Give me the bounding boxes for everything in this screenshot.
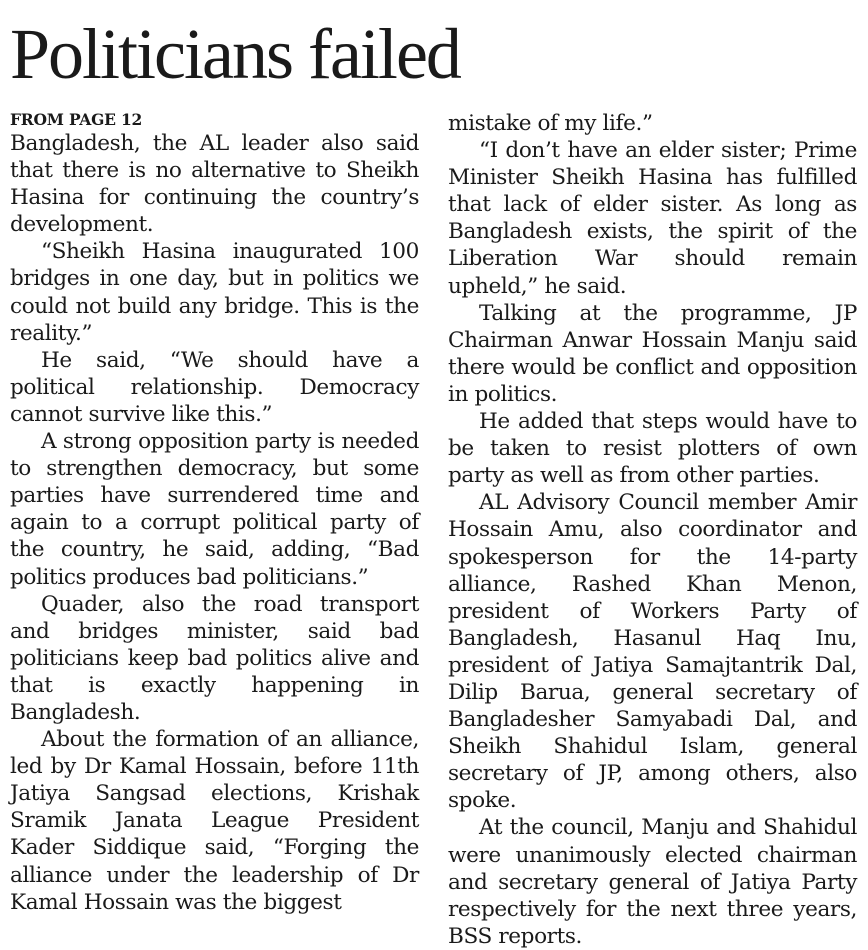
paragraph: mistake of my life.” xyxy=(448,111,653,136)
paragraph: Bangladesh, the AL leader also said that there is no alternative to Sheikh Hasina for continuing the country’s development. xyxy=(10,131,419,238)
headline: Politicians failed xyxy=(10,14,460,94)
paragraph: Quader, also the road transport and bridges minister, said bad politicians keep bad politics alive and that is exactly happening in Bangladesh. xyxy=(10,591,419,725)
article-column-right xyxy=(448,110,857,950)
paragraph: He said, “We should have a political relationship. Democracy cannot survive like this.” xyxy=(10,347,419,427)
paragraph: Talking at the programme, JP Chairman Anwar Hossain Manju said there would be conflict and opposition in politics. xyxy=(448,300,857,407)
paragraph: He added that steps would have to be taken to resist plotters of own party as well as from other parties. xyxy=(448,409,857,489)
paragraph: A strong opposition party is needed to strengthen democracy, but some parties have surrendered time and again to a corrupt political party of the country, he said, adding, “Bad politics produces bad politicians.” xyxy=(10,429,419,590)
paragraph: “I don’t have an elder sister; Prime Minister Sheikh Hasina has fulfilled that lack of elder sister. As long as Bangladesh exists, the spirit of the Liberation War should remain upheld,” he said. xyxy=(448,138,857,299)
paragraph: “Sheikh Hasina inaugurated 100 bridges in one day, but in politics we could not build any bridge. This is the reality.” xyxy=(10,239,419,346)
paragraph: At the council, Manju and Shahidul were unanimously elected chairman and secretary general of Jatiya Party respectively for the next three years, BSS reports. xyxy=(448,815,857,949)
continuation-kicker: FROM PAGE 12 xyxy=(10,110,143,129)
paragraph: AL Advisory Council member Amir Hossain Amu, also coordinator and spokesperson for the 14-party alliance, Rashed Khan Menon, president of Workers Party of Bangladesh, Hasanul Haq Inu, president of Jatiya Samajtantrik Dal, Dilip Barua, general secretary of Bangladesher Samyabadi Dal, and Sheikh Shahidul Islam, general secretary of JP, among others, also spoke. xyxy=(448,490,857,814)
paragraph: About the formation of an alliance, led by Dr Kamal Hossain, before 11th Jatiya Sangsad elections, Krishak Sramik Janata League President Kader Siddique said, “Forging the alliance under the leadership of Dr Kamal Hossain was the biggest xyxy=(10,727,419,915)
article-column-left xyxy=(10,110,419,916)
